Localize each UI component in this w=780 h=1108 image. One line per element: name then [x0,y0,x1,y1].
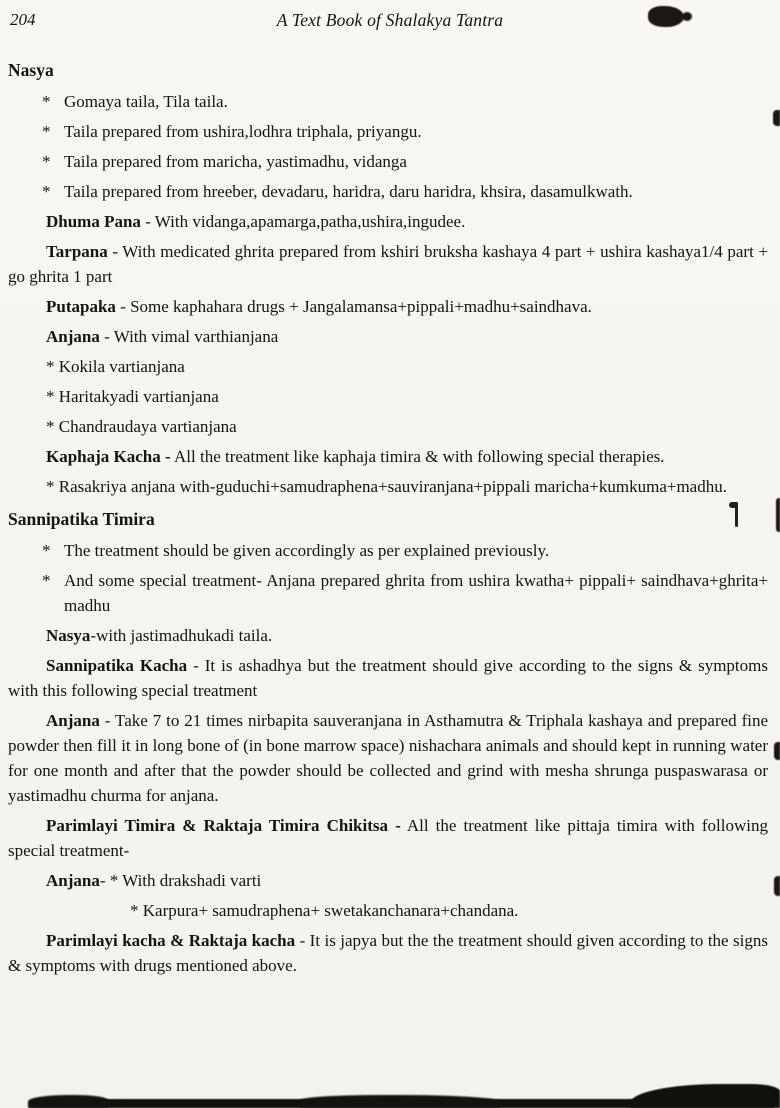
paragraph: Putapaka - Some kaphahara drugs + Jangalamansa+pippali+madhu+saindhava. [46,297,592,316]
bullet-marker: * [42,92,51,111]
paragraph: * Taila prepared from ushira,lodhra triphala, priyangu. [8,119,768,144]
paragraph: * Taila prepared from hreeber, devadaru, haridra, daru haridra, khsira, dasamulkwath. [8,179,768,204]
paragraph: * Gomaya taila, Tila taila. [8,89,768,114]
bullet-marker: * [42,571,51,590]
paragraph: Anjana- * With drakshadi varti [46,871,262,890]
paragraph: Anjana - Take 7 to 21 times nirbapita sauveranjana in Asthamutra & Triphala kashaya and prepared fine powder then fill it in long bone of (in bone marrow space) nishachara animals and should kept in running water for one month and after that the powder should be collected and grind with mesha shrunga puspaswarasa or yastimadhu churma for anjana. [8,711,768,805]
bullet-marker: * [42,152,51,171]
bullet-marker: * [42,122,51,141]
scan-artifact-bottom-right [630,1084,780,1108]
running-head [0,0,780,44]
paragraph-label: Parimlayi kacha & Raktaja kacha [46,931,296,950]
scan-artifact-bottom-left [28,1095,108,1108]
paragraph: Tarpana - With medicated ghrita prepared from kshiri bruksha kashaya 4 part + ushira kashaya1/4 part + go ghrita 1 part [8,242,768,286]
paragraph-label: Parimlayi Timira & Raktaja Timira Chikitsa - [46,816,401,835]
bullet-marker: * [46,357,59,376]
paragraph-label: Anjana [46,711,100,730]
page-content [0,44,780,978]
paragraph: Parimlayi Timira & Raktaja Timira Chikitsa - All the treatment like pittaja timira with following special treatment- [8,816,768,860]
paragraph: * The treatment should be given accordingly as per explained previously. [8,538,768,563]
bullet-marker: * [42,182,51,201]
paragraph: Anjana - With vimal varthianjana [46,327,279,346]
section-heading: Nasya [8,60,54,80]
paragraph: * Kokila vartianjana [46,357,185,376]
paragraph: * Rasakriya anjana with-guduchi+samudraphena+sauviranjana+pippali maricha+kumkuma+madhu. [46,477,727,496]
paragraph-label: Tarpana [46,242,108,261]
paragraph: Nasya-with jastimadhukadi taila. [46,626,273,645]
paragraph: * Karpura+ samudraphena+ swetakanchanara+chandana. [130,901,519,920]
paragraph-label: Dhuma Pana [46,212,141,231]
paragraph-label: Anjana [46,327,100,346]
paragraph-label: Nasya [46,626,91,645]
paragraph-label: Anjana [46,871,100,890]
paragraph-label: Putapaka [46,297,116,316]
bullet-marker: * [42,541,51,560]
running-title: A Text Book of Shalakya Tantra [276,10,504,30]
paragraph: * Taila prepared from maricha, yastimadhu, vidanga [8,149,768,174]
scan-artifact-bottom-mid [300,1095,500,1108]
page-number: 204 [10,10,36,29]
paragraph: Sannipatika Kacha - It is ashadhya but the treatment should give according to the signs & symptoms with this following special treatment [8,656,768,700]
paragraph: * And some special treatment- Anjana prepared ghrita from ushira kwatha+ pippali+ saindhava+ghrita+ madhu [8,568,768,618]
section-heading: Sannipatika Timira [8,509,155,529]
paragraph-label: Kaphaja Kacha - [46,447,171,466]
paragraph-label: Sannipatika Kacha [46,656,188,675]
paragraph: Dhuma Pana - With vidanga,apamarga,patha,ushira,ingudee. [46,212,466,231]
paragraph: Kaphaja Kacha - All the treatment like kaphaja timira & with following special therapies. [46,447,665,466]
paragraph: Parimlayi kacha & Raktaja kacha - It is japya but the the treatment should given according to the signs & symptoms with drugs mentioned above. [8,931,768,975]
bullet-marker: * [46,417,59,436]
paragraph: * Haritakyadi vartianjana [46,387,219,406]
paragraph: * Chandraudaya vartianjana [46,417,237,436]
bullet-marker: * [46,387,59,406]
scan-artifact-bottom-strip [30,1099,774,1108]
bullet-marker: * [130,901,143,920]
